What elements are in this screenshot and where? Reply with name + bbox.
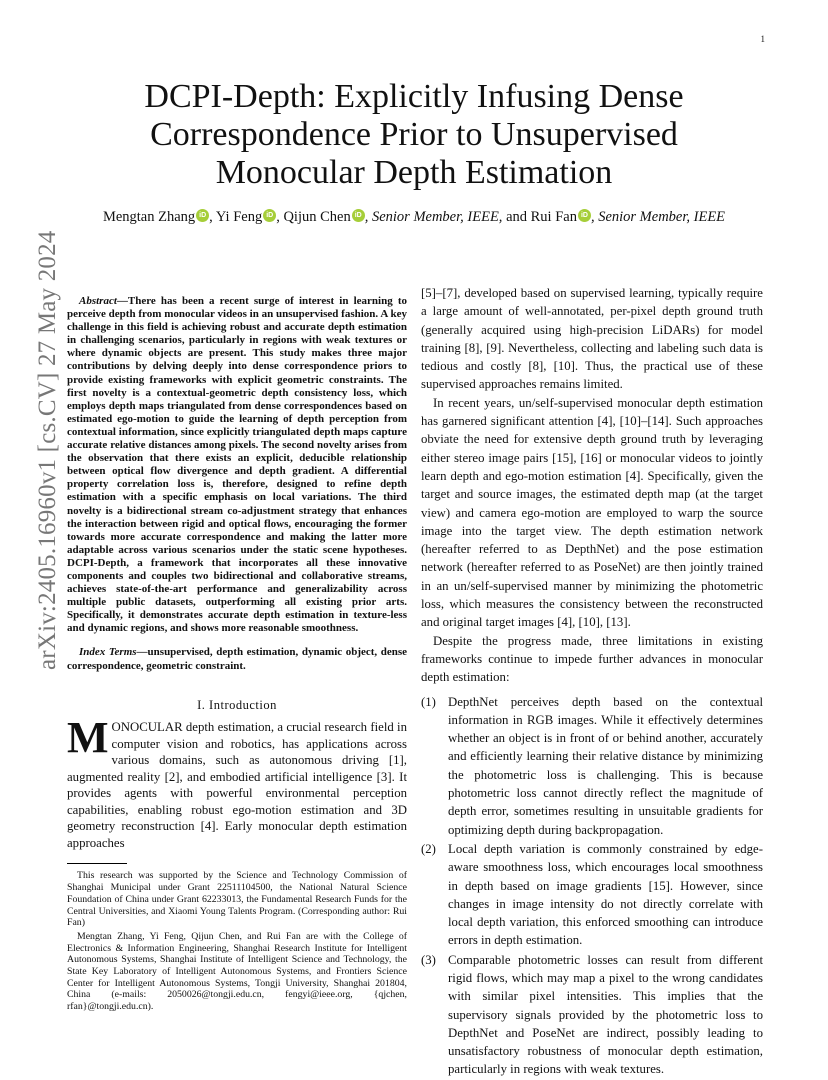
author-and: and (506, 209, 527, 225)
list-item-number: (1) (421, 694, 436, 709)
arxiv-stamp (16, 230, 61, 670)
footnote-affiliation: Mengtan Zhang, Yi Feng, Qijun Chen, and Rui Fan are with the College of Electronics & Information Engineering, Shanghai Research Institute for Intelligent Autonomous Systems, Shanghai Institute of Intelligent Science and Technology, the State Key Laboratory of Intelligent Autonomous Systems, and Frontiers Science Center for Intelligent Autonomous Systems, Tongji University, Shanghai 201804, China (e-mails: 2050026@tongji.edu.cn, fengyi@ieee.org, {qjchen, rfan}@tongji.edu.cn). (67, 930, 407, 1013)
left-column (67, 284, 407, 1015)
footnote-divider (67, 863, 127, 864)
right-column (421, 284, 763, 1080)
paper-title (100, 78, 728, 192)
title-line: Monocular Depth Estimation (215, 154, 613, 191)
body-paragraph: Despite the progress made, three limitations in existing frameworks continue to impede further advances in monocular depth estimation: (421, 633, 763, 685)
author-affiliation-title: , Senior Member, IEEE, (364, 209, 503, 225)
index-terms-label: Index Terms (79, 646, 137, 659)
arxiv-stamp-text: arXiv:2405.16960v1 [cs.CV] 27 May 2024 (34, 230, 61, 670)
abstract-label: Abstract (79, 295, 117, 307)
index-terms-text: —unsupervised, depth estimation, dynamic object, dense correspondence, geometric constraint. (67, 646, 407, 672)
body-paragraph: In recent years, un/self-supervised monocular depth estimation has garnered significant attention [4], [10]–[14]. Such approaches obviate the need for extensive depth ground truth by leveraging either stereo image pairs [15], [16] or monocular videos to jointly learn depth and ego-motion estimation [4]. Specifically, given the target and source images, the estimated depth map (at the target view) and camera ego-motion are employed to warp the source image into the target view. The depth estimation network (hereafter referred to as DepthNet) and the pose estimation network (hereafter referred to as PoseNet) are then jointly trained in an un/self-supervised manner by minimizing the photometric loss, which measures the consistency between the reconstructed and original target images [4], [10], [13]. (421, 395, 763, 630)
dropcap: M (67, 713, 109, 763)
index-terms (67, 646, 407, 672)
orcid-icon[interactable]: iD (352, 209, 365, 222)
limitations-list (421, 693, 763, 1079)
author-name: Rui Fan (530, 209, 577, 225)
list-item-number: (3) (421, 952, 436, 967)
intro-text: ONOCULAR depth estimation, a crucial research field in computer vision and robotics, has applications across various domains, such as autonomous driving [1], augmented reality [2], and embodied artificial intelligence [3]. It provides agents with powerful environmental perception capabilities, enabling robust ego-motion estimation and 3D geometry reconstruction [4]. Early monocular depth estimation approaches (67, 720, 407, 850)
abstract-text: —There has been a recent surge of interest in learning to perceive depth from monocular videos in an unsupervised fashion. A key challenge in this field is achieving robust and accurate depth estimation in challenging scenarios, particularly in regions with weak textures or where dynamic objects are present. This study makes three major contributions by delving deeply into dense correspondence priors to provide existing frameworks with explicit geometric constraints. The first novelty is a contextual-geometric depth consistency loss, which employs depth maps triangulated from dense correspondences based on estimated ego-motion to guide the learning of depth perception from contextual information, since explicitly triangulated depth maps capture accurate relative distances among pixels. The second novelty arises from the observation that there exists an explicit, deducible relationship between optical flow divergence and depth gradient. A differential property correlation loss is, therefore, designed to refine depth estimation with a specific emphasis on local variations. The third novelty is a bidirectional stream co-adjustment strategy that enhances the interaction between rigid and optical flows, encouraging the former towards more accurate correspondence and making the latter more adaptable across various scenarios under the static scene hypotheses. DCPI-Depth, a framework that incorporates all these innovative components and couples two bidirectional and collaborative streams, achieves state-of-the-art performance and generalizability across multiple public datasets, outperforming all existing prior arts. Specifically, it demonstrates accurate depth estimation in texture-less and dynamic regions, and shows more reasonable smoothness. (67, 295, 407, 635)
title-line: Correspondence Prior to Unsupervised (150, 116, 678, 153)
list-item (421, 951, 763, 1079)
title-line: DCPI-Depth: Explicitly Infusing Dense (144, 78, 684, 115)
abstract (67, 295, 407, 635)
list-item-text: Comparable photometric losses can result from different rigid flows, which may map a pixel to the wrong candidates with similar pixel intensities. This implies that the supervisory signals provided by the photometric loss to DepthNet and PoseNet are indirect, possibly leading to unsatisfactory robustness of monocular depth estimation, particularly in regions with weak textures. (448, 952, 763, 1077)
author-list: Mengtan Zhang iD , Yi Feng iD , Qijun Chen iD , Senior Member, IEEE, and Rui Fan iD , Senior Member, IEEE (102, 209, 726, 225)
list-item (421, 840, 763, 950)
author-name: Qijun Chen (283, 209, 351, 225)
footnote-funding: This research was supported by the Science and Technology Commission of Shanghai Municipal under Grant 22511104500, the National Natural Science Foundation of China under Grant 62233013, the Fundamental Research Funds for the Central Universities, and Xiaomi Young Talents Program. (Corresponding author: Rui Fan) (67, 870, 407, 929)
body-paragraph: [5]–[7], developed based on supervised learning, typically require a large amount of well-annotated, per-pixel depth ground truth (generally acquired using high-precision LiDARs) for model training [8], [9]. Nevertheless, collecting and labeling such data is tedious and costly [8], [10]. Thus, the practical use of these supervised approaches remains limited. (421, 286, 763, 392)
list-item-text: DepthNet perceives depth based on the contextual information in RGB images. While it effectively determines whether an object is in front of or behind another, accurately and efficiently learning their relative distance by minimizing the photometric loss is challenging. This is because photometric loss cannot directly reflect the magnitude of depth error, sometimes resulting in unsuitable gradients for optimizing depth during backpropagation. (448, 694, 763, 837)
intro-paragraph (67, 713, 407, 851)
orcid-icon[interactable]: iD (578, 209, 591, 222)
list-item (421, 693, 763, 839)
author-affiliation-title: , Senior Member, IEEE (590, 209, 726, 225)
list-item-text: Local depth variation is commonly constrained by edge-aware smoothness loss, which encourages local smoothness in depth based on image gradients [15]. However, since changes in image intensity do not directly correlate with local depth variation, this enforced smoothing can introduce errors in depth estimation. (448, 841, 763, 948)
author-name: Mengtan Zhang (102, 209, 196, 225)
orcid-icon[interactable]: iD (263, 209, 276, 222)
section-heading: I. Introduction (197, 697, 277, 712)
orcid-icon[interactable]: iD (196, 209, 209, 222)
list-item-number: (2) (421, 841, 436, 856)
author-name: Yi Feng (215, 209, 263, 225)
page-number: 1 (760, 34, 765, 44)
